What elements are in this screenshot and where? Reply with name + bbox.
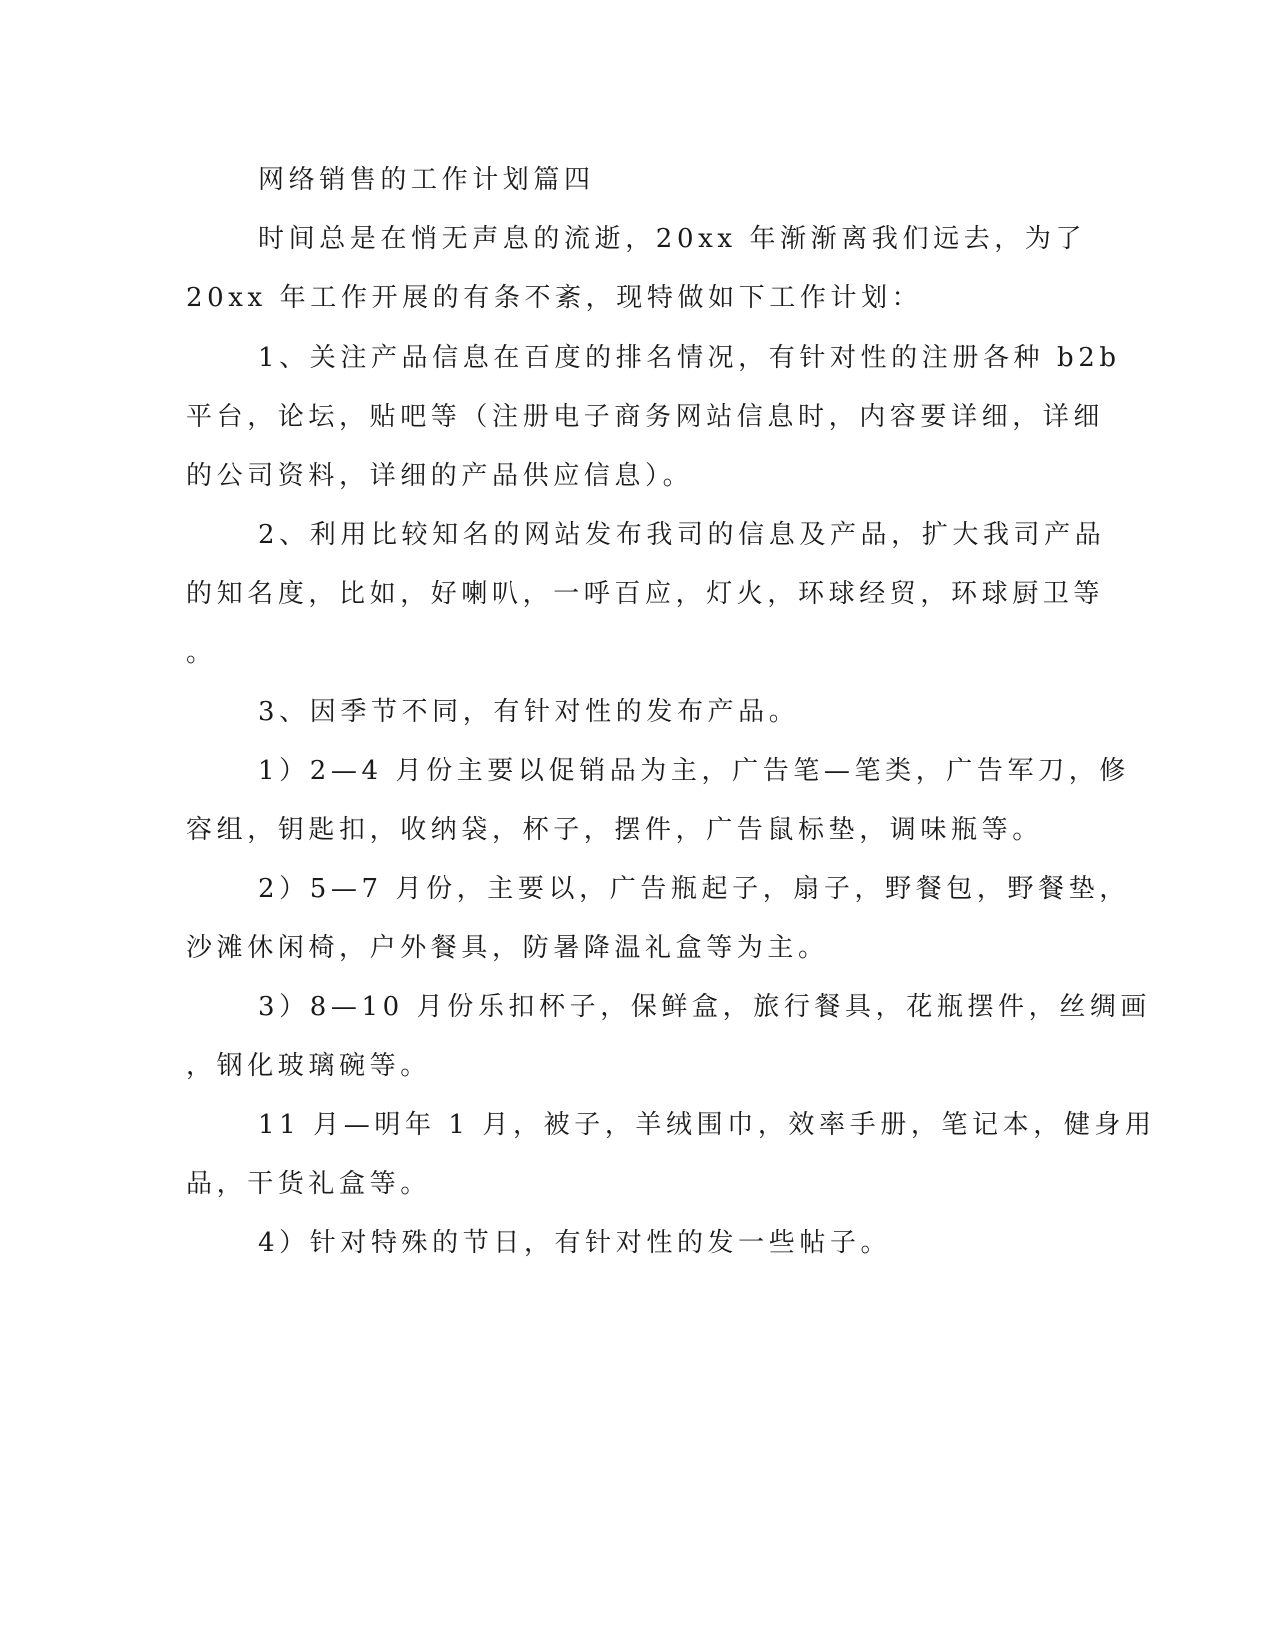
paragraph-line: 3）8—10 月份乐扣杯子，保鲜盒，旅行餐具，花瓶摆件，丝绸画 xyxy=(258,992,1152,1022)
paragraph-line: 沙滩休闲椅，户外餐具，防暑降温礼盒等为主。 xyxy=(186,933,829,963)
paragraph-line: 1）2—4 月份主要以促销品为主，广告笔—笔类，广告军刀，修 xyxy=(258,756,1130,786)
paragraph-line: 20xx 年工作开展的有条不紊，现特做如下工作计划： xyxy=(186,283,923,313)
paragraph-line: 3、因季节不同，有针对性的发布产品。 xyxy=(258,697,800,727)
paragraph-line: 容组，钥匙扣，收纳袋，杯子，摆件，广告鼠标垫，调味瓶等。 xyxy=(186,815,1043,845)
paragraph-line: ，钢化玻璃碗等。 xyxy=(186,1051,431,1081)
paragraph-line: 2）5—7 月份，主要以，广告瓶起子，扇子，野餐包，野餐垫， xyxy=(258,874,1130,904)
paragraph-line: 1、关注产品信息在百度的排名情况，有针对性的注册各种 b2b xyxy=(258,343,1121,373)
paragraph-line: 。 xyxy=(186,638,217,668)
paragraph-line: 平台，论坛，贴吧等（注册电子商务网站信息时，内容要详细，详细 xyxy=(186,402,1105,432)
paragraph-line: 的公司资料，详细的产品供应信息）。 xyxy=(186,461,694,491)
paragraph-line: 的知名度，比如，好喇叭，一呼百应，灯火，环球经贸，环球厨卫等 xyxy=(186,579,1105,609)
paragraph-line: 2、利用比较知名的网站发布我司的信息及产品，扩大我司产品 xyxy=(258,520,1106,550)
paragraph-line: 11 月—明年 1 月，被子，羊绒围巾，效率手册，笔记本，健身用 xyxy=(258,1110,1156,1140)
paragraph-line: 品，干货礼盒等。 xyxy=(186,1169,431,1199)
paragraph-line: 时间总是在悄无声息的流逝，20xx 年渐渐离我们远去，为了 xyxy=(258,224,1087,254)
document-title: 网络销售的工作计划篇四 xyxy=(258,165,595,195)
paragraph-line: 4）针对特殊的节日，有针对性的发一些帖子。 xyxy=(258,1228,892,1258)
